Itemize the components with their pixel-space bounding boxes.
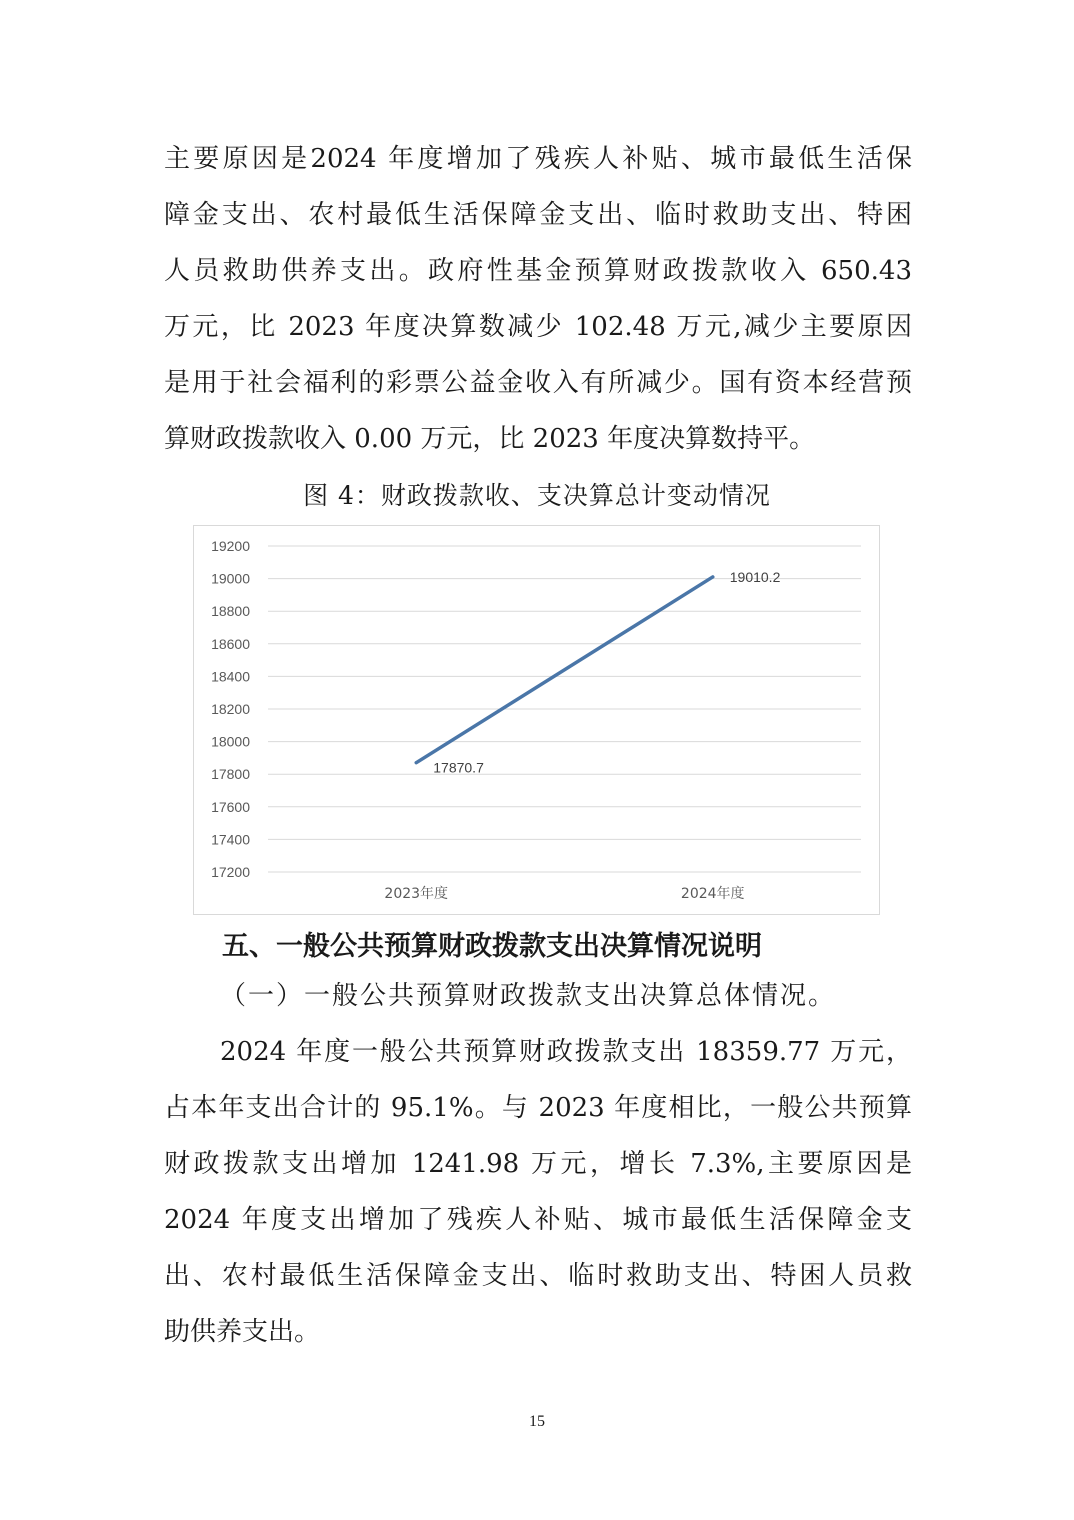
section-heading: 五、一般公共预算财政拨款支出决算情况说明 [222, 931, 762, 962]
paragraph-line: 2024 年度支出增加了残疾人补贴、城市最低生活保障金支 [164, 1205, 912, 1235]
y-tick-label: 17400 [211, 831, 250, 848]
page-number: 15 [529, 1413, 545, 1430]
y-tick-label: 18200 [211, 701, 250, 717]
line-chart [193, 525, 880, 915]
data-label: 19010.2 [729, 568, 781, 585]
paragraph-line: 障金支出、农村最低生活保障金支出、临时救助支出、特困 [164, 200, 912, 230]
paragraph-line: 占本年支出合计的 95.1%。与 2023 年度相比，一般公共预算 [164, 1093, 912, 1123]
y-tick-label: 19000 [211, 570, 250, 587]
y-tick-label: 19200 [211, 538, 250, 554]
y-axis-ticks [211, 538, 250, 880]
paragraph-line: 算财政拨款收入 0.00 万元，比 2023 年度决算数持平。 [164, 424, 816, 454]
x-tick-label: 2023年度 [384, 886, 449, 902]
paragraph-line: 万元，比 2023 年度决算数减少 102.48 万元,减少主要原因 [164, 312, 912, 342]
x-axis-ticks [384, 885, 744, 902]
y-tick-label: 18000 [211, 733, 250, 750]
grid-lines [268, 546, 861, 872]
data-point [415, 761, 418, 764]
data-label: 17870.7 [433, 759, 484, 776]
paragraph-line: 是用于社会福利的彩票公益金收入有所减少。国有资本经营预 [164, 368, 912, 398]
y-tick-label: 18600 [211, 635, 250, 652]
paragraph-line: 2024 年度一般公共预算财政拨款支出 18359.77 万元， [220, 1037, 912, 1067]
series-line [416, 577, 713, 763]
chart-svg [194, 526, 881, 916]
y-tick-label: 18400 [211, 668, 250, 685]
y-tick-label: 17200 [211, 864, 250, 880]
paragraph-line: 主要原因是2024 年度增加了残疾人补贴、城市最低生活保 [164, 144, 912, 174]
series [415, 575, 715, 764]
data-labels [433, 569, 780, 776]
paragraph-line: 助供养支出。 [164, 1317, 321, 1347]
paragraph-line: 人员救助供养支出。政府性基金预算财政拨款收入 650.43 [164, 256, 912, 286]
y-tick-label: 17600 [211, 798, 250, 815]
section-subheading: （一）一般公共预算财政拨款支出决算总体情况。 [220, 981, 837, 1011]
y-tick-label: 18800 [211, 603, 250, 620]
paragraph-line: 财政拨款支出增加 1241.98 万元，增长 7.3%,主要原因是 [164, 1149, 912, 1179]
paragraph-line: 出、农村最低生活保障金支出、临时救助支出、特困人员救 [164, 1261, 912, 1291]
x-tick-label: 2024年度 [680, 886, 745, 902]
data-point [711, 575, 714, 578]
figure-caption: 图 4：财政拨款收、支决算总计变动情况 [303, 481, 771, 510]
y-tick-label: 17800 [211, 766, 250, 783]
